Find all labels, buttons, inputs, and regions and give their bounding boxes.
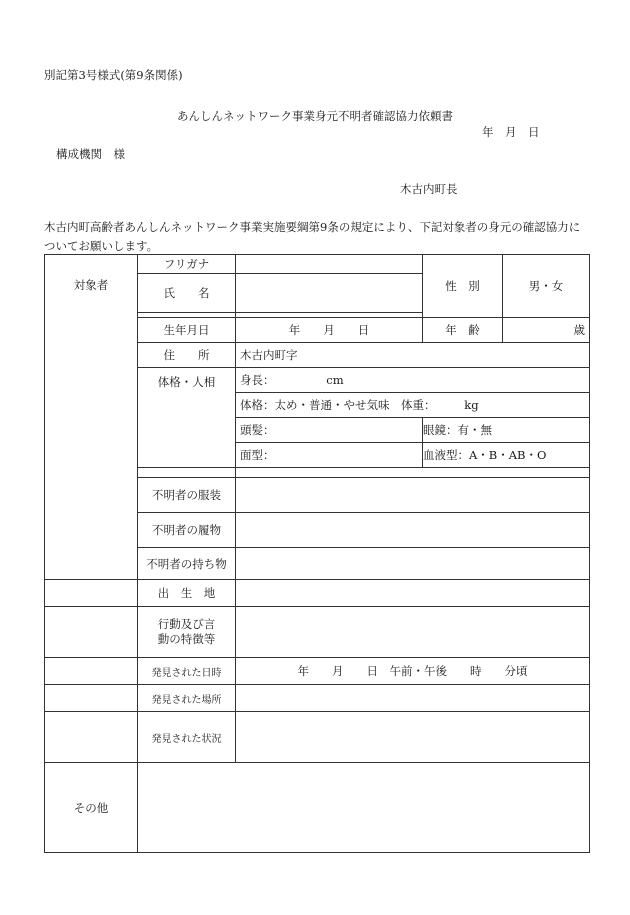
- face-field[interactable]: 面型：: [236, 443, 423, 468]
- request-form-table: [44, 254, 590, 853]
- build-weight-field[interactable]: 体格：太め・普通・やせ気味 体重： kg: [236, 393, 590, 418]
- gender-label: 性 別: [423, 255, 503, 318]
- name-field[interactable]: [236, 274, 423, 313]
- document-title: あんしんネットワーク事業身元不明者確認協力依頼書: [177, 109, 453, 123]
- date-line: 年 月 日: [482, 125, 540, 139]
- found-place-label: 発見された場所: [138, 685, 236, 712]
- behavior-label-line2: 動の特徴等: [157, 632, 216, 646]
- glasses-field[interactable]: 眼鏡：有・無: [423, 418, 590, 443]
- other-field[interactable]: [138, 763, 590, 853]
- footwear-field[interactable]: [236, 513, 590, 548]
- body-text: 木古内町高齢者あんしんネットワーク事業実施要綱第9条の規定により、下記対象者の身元の確認協力についてお願いします。: [44, 220, 581, 253]
- height-field[interactable]: 身長： cm: [236, 368, 590, 393]
- subject-label: 対象者: [45, 255, 138, 580]
- belongings-label: 不明者の持ち物: [138, 548, 236, 580]
- furigana-label: フリガナ: [138, 255, 236, 274]
- behavior-field[interactable]: [236, 607, 590, 658]
- birthdate-label: 生年月日: [138, 318, 236, 343]
- found-situation-field[interactable]: [236, 712, 590, 763]
- footwear-label: 不明者の履物: [138, 513, 236, 548]
- birthplace-field[interactable]: [236, 580, 590, 607]
- clothing-label: 不明者の服装: [138, 478, 236, 513]
- birthplace-label: 出 生 地: [138, 580, 236, 607]
- found-situation-label: 発見された状況: [138, 712, 236, 763]
- form-number: 別記第3号様式(第9条関係): [44, 68, 183, 82]
- found-datetime-label: 発見された日時: [138, 658, 236, 685]
- furigana-field[interactable]: [236, 255, 423, 274]
- age-field[interactable]: 歳: [503, 318, 590, 343]
- age-label: 年 齢: [423, 318, 503, 343]
- addressee: 構成機関 様: [56, 147, 125, 161]
- name-label: 氏 名: [138, 274, 236, 313]
- gender-field[interactable]: 男・女: [503, 255, 590, 318]
- behavior-label: [138, 607, 236, 658]
- physique-label: 体格・人相: [138, 368, 236, 468]
- found-place-field[interactable]: [236, 685, 590, 712]
- belongings-field[interactable]: [236, 548, 590, 580]
- blood-type-field[interactable]: 血液型：A・B・AB・O: [423, 443, 590, 468]
- address-field[interactable]: 木古内町字: [236, 343, 590, 368]
- found-datetime-field[interactable]: 年 月 日 午前・午後 時 分頃: [236, 658, 590, 685]
- other-label: その他: [45, 763, 138, 853]
- sender: 木古内町長: [400, 182, 458, 196]
- address-label: 住 所: [138, 343, 236, 368]
- birthdate-field[interactable]: 年 月 日: [236, 318, 423, 343]
- clothing-field[interactable]: [236, 478, 590, 513]
- behavior-label-line1: 行動及び言: [157, 617, 216, 631]
- hair-field[interactable]: 頭髪：: [236, 418, 423, 443]
